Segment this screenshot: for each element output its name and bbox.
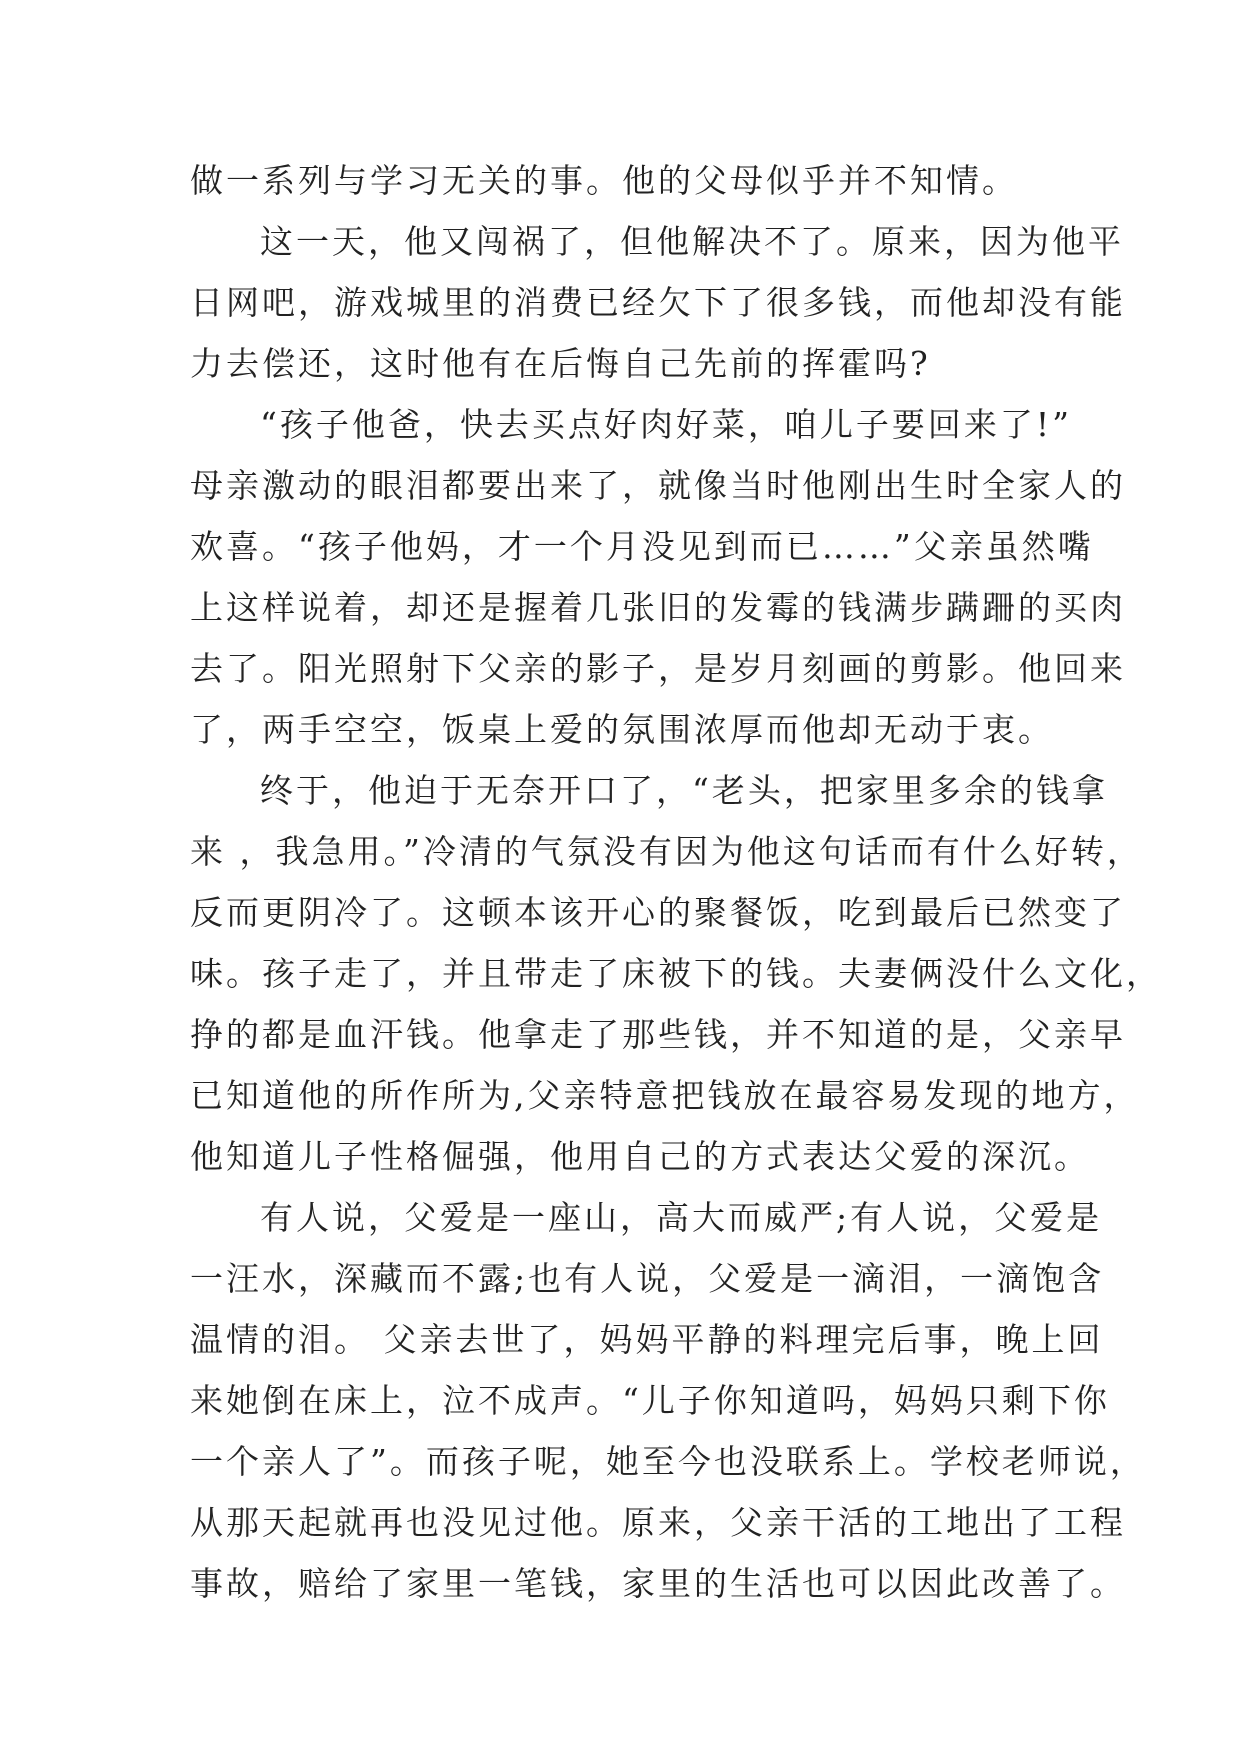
text-line: 挣的都是血汗钱。他拿走了那些钱，并不知道的是，父亲早 [190, 1015, 1126, 1054]
text-line: 他知道儿子性格倔强，他用自己的方式表达父爱的深沉。 [190, 1137, 1090, 1176]
text-line: 温情的泪。 父亲去世了，妈妈平静的料理完后事，晚上回 [190, 1320, 1104, 1359]
text-line: 事故，赔给了家里一笔钱，家里的生活也可以因此改善了。 [190, 1564, 1126, 1603]
text-line: 终于，他迫于无奈开口了，“老头，把家里多余的钱拿 [260, 771, 1108, 810]
text-line: 一汪水，深藏而不露;也有人说，父爱是一滴泪，一滴饱含 [190, 1259, 1105, 1298]
text-line: 上这样说着，却还是握着几张旧的发霉的钱满步蹒跚的买肉 [190, 588, 1126, 627]
text-line: 来她倒在床上，泣不成声。“儿子你知道吗，妈妈只剩下你 [190, 1381, 1110, 1420]
text-line: 了，两手空空，饭桌上爱的氛围浓厚而他却无动于衷。 [190, 710, 1054, 749]
text-line: 欢喜。“孩子他妈，才一个月没见到而已……”父亲虽然嘴 [190, 527, 1094, 566]
text-line: 日网吧，游戏城里的消费已经欠下了很多钱，而他却没有能 [190, 283, 1126, 322]
text-line: 已知道他的所作所为,父亲特意把钱放在最容易发现的地方， [190, 1076, 1140, 1115]
text-line: “孩子他爸，快去买点好肉好菜，咱儿子要回来了!” [260, 405, 1073, 444]
text-line: 力去偿还，这时他有在后悔自己先前的挥霍吗? [190, 344, 931, 383]
text-line: 味。孩子走了，并且带走了床被下的钱。夫妻俩没什么文化， [190, 954, 1162, 993]
text-line: 一个亲人了”。而孩子呢，她至今也没联系上。学校老师说， [190, 1442, 1146, 1481]
text-line: 做一系列与学习无关的事。他的父母似乎并不知情。 [190, 161, 1018, 200]
text-line: 去了。阳光照射下父亲的影子，是岁月刻画的剪影。他回来 [190, 649, 1126, 688]
text-line: 从那天起就再也没见过他。原来，父亲干活的工地出了工程 [190, 1503, 1126, 1542]
text-line: 反而更阴冷了。这顿本该开心的聚餐饭，吃到最后已然变了 [190, 893, 1126, 932]
body-text [190, 150, 1162, 1614]
text-line: 有人说，父爱是一座山，高大而威严;有人说，父爱是 [260, 1198, 1103, 1237]
text-line: 这一天，他又闯祸了，但他解决不了。原来，因为他平 [260, 222, 1124, 261]
text-line: 来 ，我急用。”冷清的气氛没有因为他这句话而有什么好转， [190, 832, 1143, 871]
text-line: 母亲激动的眼泪都要出来了，就像当时他刚出生时全家人的 [190, 466, 1126, 505]
